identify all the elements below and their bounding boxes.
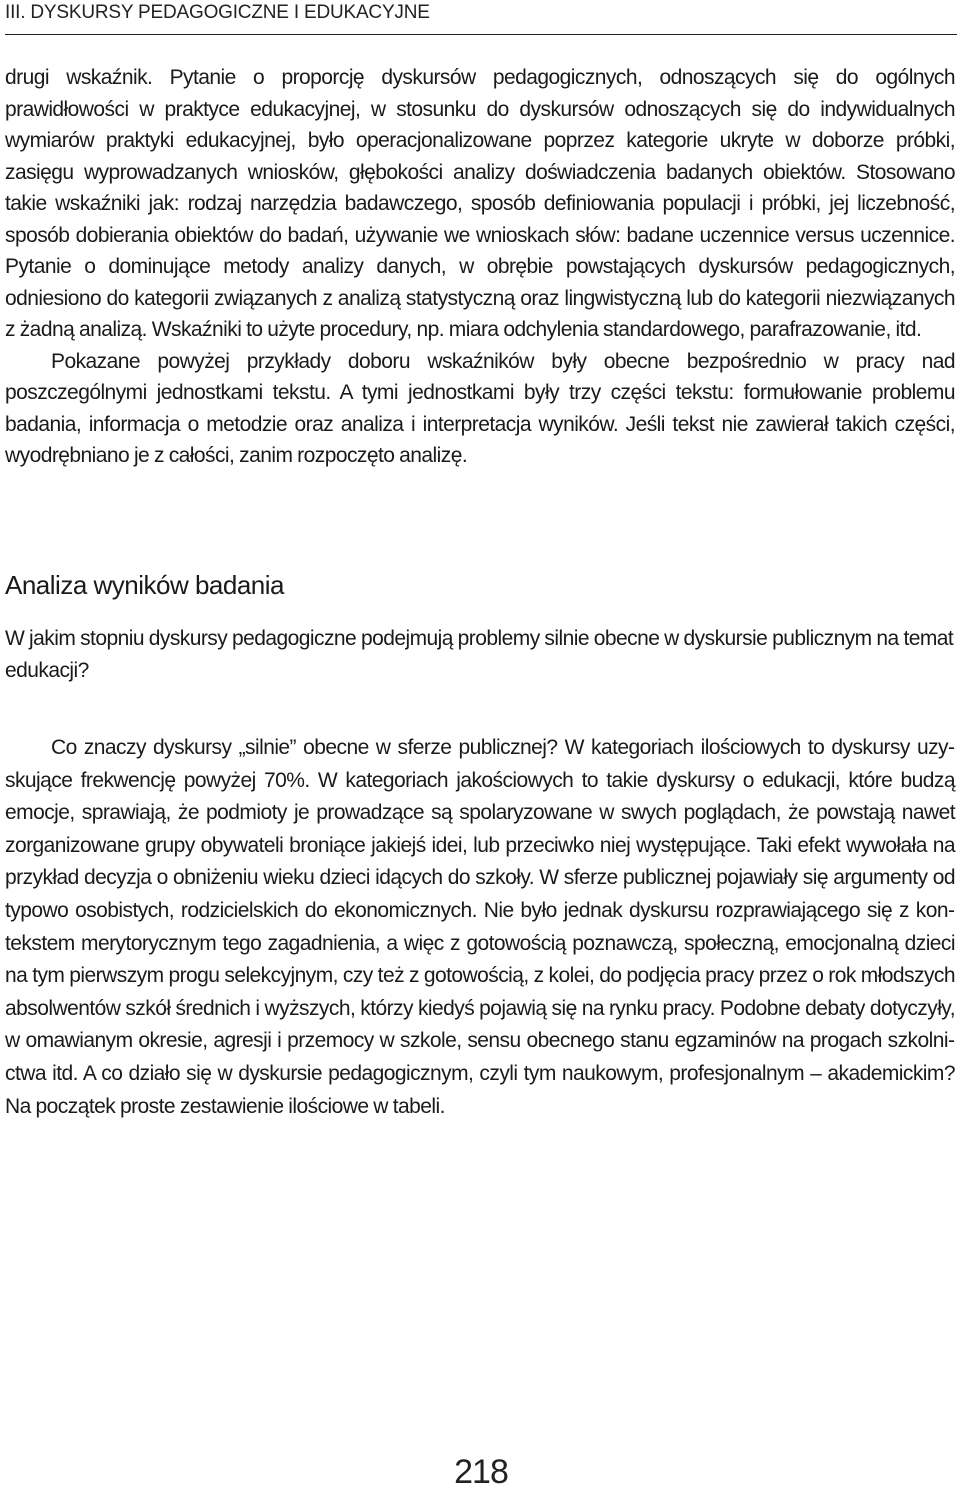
paragraph-continuation: drugi wskaźnik. Pytanie o proporcję dyskursów pedagogicznych, odnoszących się do ogólnych prawidłowości w praktyce edukacyjnej, w stosunku do dyskursów odnoszących się do indywidualnych wymiarów praktyki edukacyjnej, było operacjonalizowane poprzez kategorie ukryte w doborze próbki, zasięgu wyprowadzanych wniosków, głębokości analizy doświadczenia badanych obiektów. Stosowano takie wskaźniki jak: rodzaj narzędzia badawczego, sposób definiowania populacji i próbki, jej liczebność, sposób dobierania obiektów do badań, używanie we wnioskach słów: badane uczennice versus uczennice. Pytanie o dominujące metody analizy danych, w obrębie powstających dyskursów pedagogicznych, odniesiono do kategorii związanych z analizą statystyczną oraz lingwistyczną lub do kategorii niezwiązanych z żadną analizą. Wskaźniki to użyte procedury, np. miara odchylenia standardowego, parafrazowanie, itd. <box>5 66 955 341</box>
page <box>5 0 955 1499</box>
body-text-block <box>5 62 955 472</box>
section-title: Analiza wyników badania <box>5 570 285 600</box>
page-number: 218 <box>454 1453 508 1491</box>
paragraph: Pokazane powyżej przykłady doboru wskaźników były obecne bezpośrednio w pracy nad poszczególnymi jednostkami tekstu. A tymi jednostkami były trzy części tekstu: formułowanie problemu badania, informacja o metodzie oraz analiza i interpretacja wyników. Jeśli tekst nie zawierał takich części, wyodrębniano je z całości, zanim rozpoczęto analizę. <box>5 349 955 467</box>
paragraph: Co znaczy dyskursy „silnie” obecne w sferze publicznej? W kategoriach ilościowych to dyskursy uzyskujące frekwencję powyżej 70%. W kategoriach jakościowych to takie dyskursy o edukacji, które budzą emocje, sprawiają, że podmioty je prowadzące są spolaryzowane w swych poglądach, że powstają nawet zorganizowane grupy obywateli broniące jakiejś idei, lub przeciwko niej występujące. Taki efekt wywołała na przykład decyzja o obniżeniu wieku dzieci idących do szkoły. W sferze publicznej pojawiały się argumenty od typowo osobistych, rodzicielskich do ekonomicznych. Nie było jednak dyskursu rozprawiającego się z kontekstem merytorycznym tego zagadnienia, a więc z gotowością poznawczą, społeczną, emocjonalną dzieci na tym pierwszym progu selekcyjnym, czy też z gotowością, z kolei, do podjęcia pracy przez o rok młodszych absolwentów szkół średnich i wyższych, którzy kiedyś pojawią się na rynku pracy. Podobne debaty dotyczyły, w omawianym okresie, agresji i przemocy w szkole, sensu obecnego stanu egzaminów na progach szkolnictwa itd. A co działo się w dyskursie pedagogicznym, czyli tym naukowym, profesjonalnym – akademickim? Na początek proste zestawienie ilościowe w tabeli. <box>5 736 955 1118</box>
research-question: W jakim stopniu dyskursy pedagogiczne podejmują problemy silnie obecne w dyskursie publicznym na temat edukacji? <box>5 627 954 682</box>
body-text-block-2 <box>5 732 955 1123</box>
running-head: III. DYSKURSY PEDAGOGICZNE I EDUKACYJNE <box>5 2 430 23</box>
header-rule <box>5 34 957 35</box>
